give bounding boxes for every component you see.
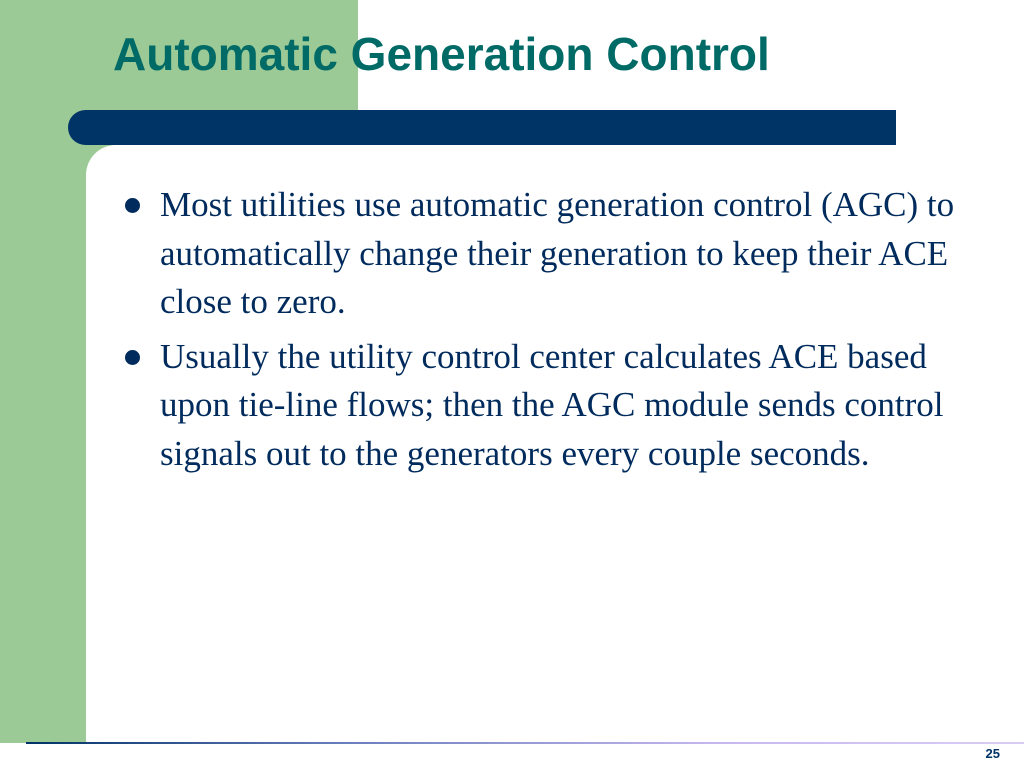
page-number: 25 xyxy=(985,746,1000,761)
slide-title: Automatic Generation Control xyxy=(113,28,770,80)
bullet-text: Usually the utility control center calculates ACE based upon tie-line flows; then the AGC module sends control signals out to the generators every couple seconds. xyxy=(160,336,944,473)
bullet-dot-icon xyxy=(125,198,140,213)
footer-divider xyxy=(26,742,1024,744)
bullet-dot-icon xyxy=(125,350,140,365)
bullet-text: Most utilities use automatic generation control (AGC) to automatically change their generation to keep their ACE close to zero. xyxy=(160,185,955,321)
green-side-strip xyxy=(0,0,86,743)
bullet-item xyxy=(122,333,982,479)
bullet-item xyxy=(122,181,982,327)
content-area-corner xyxy=(86,145,116,175)
title-underline-bar xyxy=(68,110,896,145)
bullet-list xyxy=(122,181,982,484)
